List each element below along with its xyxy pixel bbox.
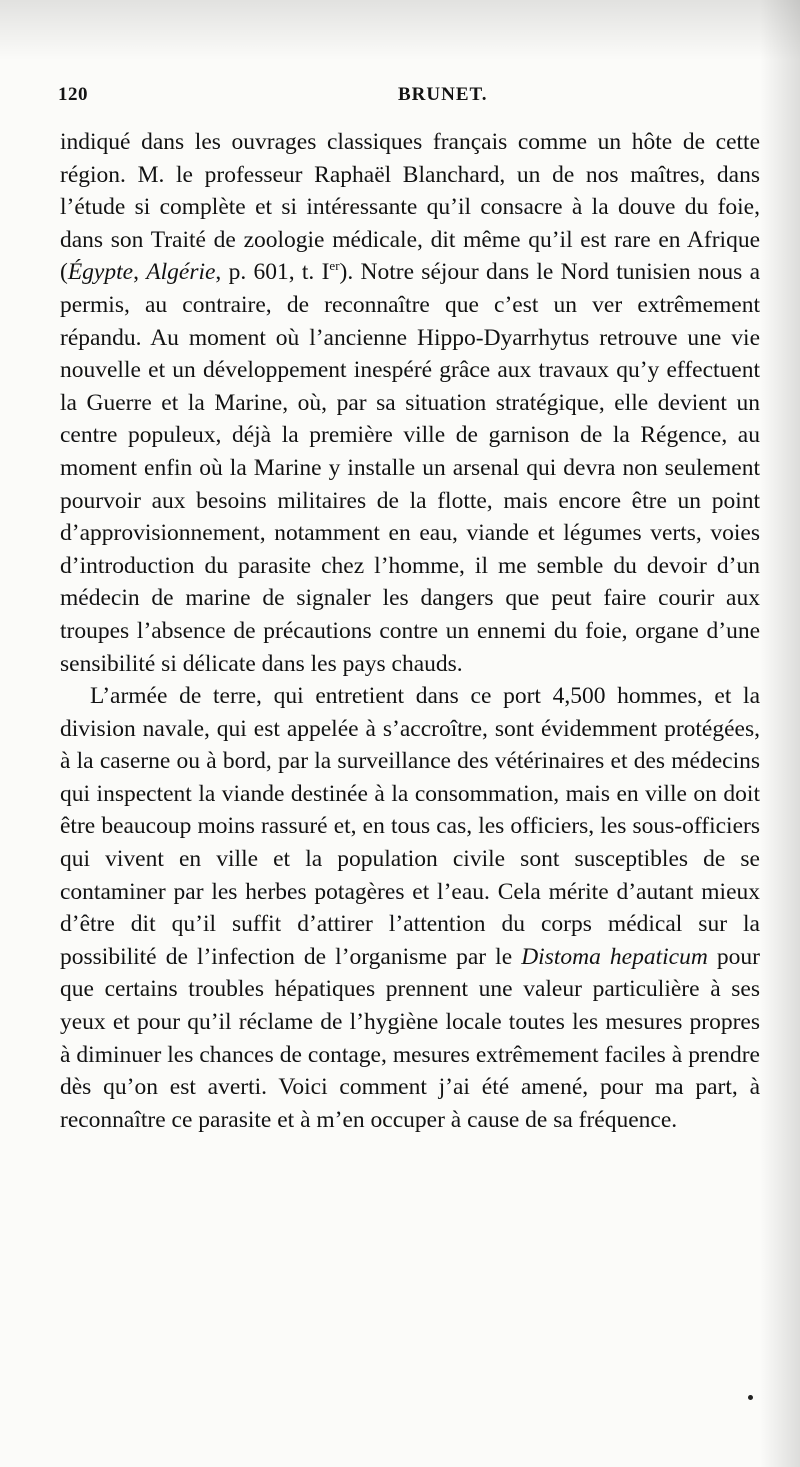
paragraph-1-text-a: indiqué dans les ouvrages classiques français comme un hôte de cette région. M. le professeur Raphaël Blanchard, un de nos maîtres, dans l’étude si complète et si intéressante qu’il consacre à la douve du foie, dans son Traité de zoologie médicale, dit même qu’il est rare en Afrique ( [60, 129, 760, 286]
running-head [58, 84, 758, 114]
page-number: 120 [58, 84, 88, 105]
paragraph-2-text-b: pour que certains troubles hépatiques prennent une valeur particulière à ses yeux et pour qu’il réclame de l’hygiène locale toutes les mesures propres à diminuer les chances de contage, mesures extrêmement faciles à prendre dès qu’on est averti. Voici comment j’ai été amené, pour ma part, à reconnaître ce parasite et à m’en occuper à cause de sa fréquence. [60, 943, 760, 1133]
paragraph-2-text-a: L’armée de terre, qui entretient dans ce port 4,500 hommes, et la division navale, qui est appelée à s’accroître, sont évidemment protégées, à la caserne ou à bord, par la surveillance des vétérinaires et des médecins qui inspectent la viande destinée à la consommation, mais en ville on doit être beaucoup moins rassuré et, en tous cas, les officiers, les sous-officiers qui vivent en ville et la population civile sont susceptibles de se contaminer par les herbes potagères et l’eau. Cela mérite d’autant mieux d’être dit qu’il suffit d’attirer l’attention du corps médical sur la possibilité de l’infection de l’organisme par le [60, 683, 760, 970]
body-text [60, 126, 760, 1136]
superscript-er: er [329, 258, 340, 274]
italic-algerie: Algérie [146, 259, 216, 286]
paragraph-1-text-c: , p. 601, t. I [215, 259, 330, 286]
italic-distoma-hepaticum: Distoma hepaticum [521, 943, 708, 970]
scan-shadow-top [0, 0, 800, 60]
paragraph-1 [60, 126, 760, 680]
paragraph-2 [60, 680, 760, 1136]
ink-speck [748, 1395, 753, 1400]
scan-shadow-right [760, 0, 800, 1467]
italic-egypte: Égypte [67, 259, 134, 286]
paragraph-1-text-d: ). Notre séjour dans le Nord tunisien nous a permis, au contraire, de reconnaître que c’est un ver extrêmement répandu. Au moment où l’ancienne Hippo-Dyarrhytus retrouve une vie nouvelle et un développement inespéré grâce aux travaux qu’y effectuent la Guerre et la Marine, où, par sa situation stratégique, elle devient un centre populeux, déjà la première ville de garnison de la Régence, au moment enfin où la Marine y installe un arsenal qui devra non seulement pourvoir aux besoins militaires de la flotte, mais encore être un point d’approvisionnement, notamment en eau, viande et légumes verts, voies d’introduction du parasite chez l’homme, il me semble du devoir d’un médecin de marine de signaler les dangers que peut faire courir aux troupes l’absence de précautions contre un ennemi du foie, organe d’une sensibilité si délicate dans les pays chauds. [60, 259, 761, 677]
paragraph-1-text-b: , [133, 259, 147, 286]
running-title: BRUNET. [398, 84, 488, 105]
